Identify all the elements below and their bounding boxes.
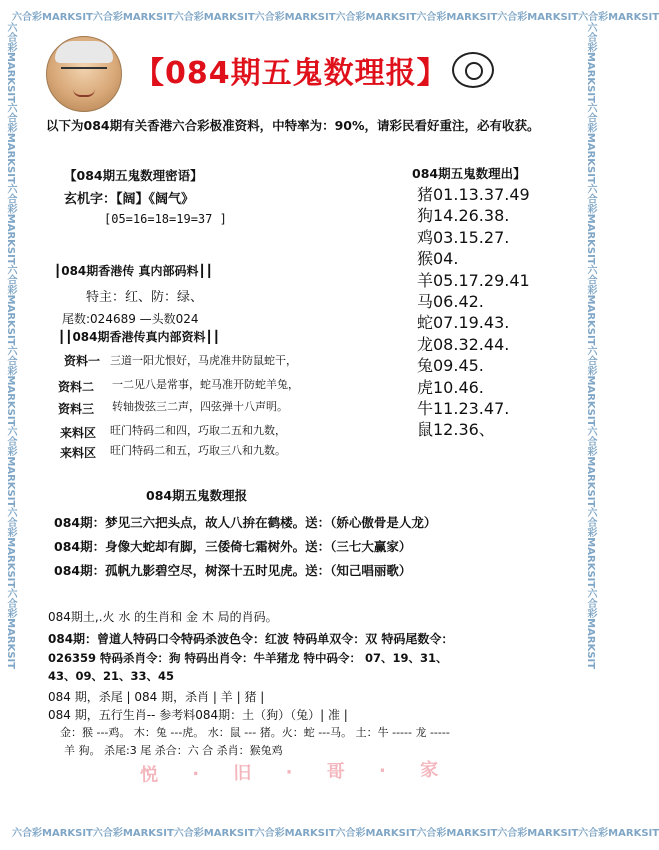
bottom-line-1: 084期土,.火 水 的生肖和 金 木 局的肖码。 <box>48 610 278 624</box>
bottom-line-8: 羊 狗。 杀尾:3 尾 杀合：六 合 杀肖：猴兔鸡 <box>64 744 283 757</box>
zodiac-number-list <box>417 184 577 441</box>
zodiac-item: 鼠12.36、 <box>417 420 495 440</box>
bottom-line-7: 金：猴 ---鸡。 木：兔 ---虎。 水：鼠 --- 猪。火：蛇 ---马。 土：牛 ----- 龙 ----- <box>60 726 450 739</box>
ziliao1-label: 资料一 <box>64 354 101 368</box>
zodiac-item: 狗14.26.38. <box>417 206 510 226</box>
secret-header: 【084期五鬼数理密语】 <box>64 168 203 183</box>
poem-line: 084期：梦见三六把头点，故人八拚在鹤楼。送：（娇心傲骨是人龙） <box>54 515 437 530</box>
right-header: 084期五鬼数理出】 <box>412 166 526 181</box>
zodiac-item: 蛇07.19.43. <box>417 313 510 333</box>
laiyuan2-text: 旺门特码二和五，巧取三八和九数。 <box>110 444 286 457</box>
zodiac-item: 鸡03.15.27. <box>417 227 510 247</box>
hk-header-1: ┃084期香港传 真内部码料┃┃ <box>54 264 213 278</box>
zodiac-item: 猴04. <box>417 249 459 269</box>
weishu-line: 尾数:024689 —头数024 <box>62 312 199 326</box>
ziliao3-text: 转轴拨弦三二声，四弦弹十八声明。 <box>112 400 288 413</box>
ziliao3-label: 资料三 <box>58 402 95 416</box>
border-left-watermark: 六合彩MARKSIT六合彩MARKSIT六合彩MARKSIT六合彩MARKSIT六合彩MARKSIT六合彩MARKSIT六合彩MARKSIT六合彩MARKSIT <box>5 22 16 670</box>
zodiac-item: 猪01.13.37.49 <box>417 185 530 204</box>
xuanji-line: 玄机字：【阔】《阔气》 <box>64 192 195 207</box>
poem-line: 084期：孤帆九影碧空尽，树深十五时见虎。送：（知己唱丽歌） <box>54 563 412 578</box>
border-right-watermark: 六合彩MARKSIT六合彩MARKSIT六合彩MARKSIT六合彩MARKSIT六合彩MARKSIT六合彩MARKSIT六合彩MARKSIT六合彩MARKSIT <box>585 22 596 670</box>
bottom-line-4: 43、09、21、33、45 <box>48 669 175 683</box>
border-bottom-watermark: 六合彩MARKSIT六合彩MARKSIT六合彩MARKSIT六合彩MARKSIT六合彩MARKSIT六合彩MARKSIT六合彩MARKSIT六合彩MARKSIT <box>12 828 659 839</box>
poem-list <box>54 511 436 583</box>
poem-line: 084期：身像大蛇却有脚，三倭倚七霜树外。送：（三七大赢家） <box>54 539 412 554</box>
zodiac-item: 虎10.46. <box>417 377 484 397</box>
laiyuan1-label: 来料区 <box>60 426 97 440</box>
zodiac-item: 牛11.23.47. <box>417 398 510 418</box>
zodiac-item: 龙08.32.44. <box>417 334 510 354</box>
ziliao1-text: 三道一阳尤恨好，马虎准井防鼠蛇干， <box>110 354 297 367</box>
ziliao2-text: 一二见八是常事，蛇马准开防蛇羊兔， <box>112 378 299 391</box>
zodiac-item: 兔09.45. <box>417 356 484 376</box>
bottom-line-3: 026359 特码杀肖令：狗 特码出肖令：牛羊猪龙 特中码令： 07、19、31、 <box>48 651 448 665</box>
laiyuan1-text: 旺门特码二和四，巧取二五和九数， <box>110 424 286 437</box>
portrait-mouth <box>73 89 95 97</box>
bottom-line-5: 084 期，杀尾 | 084 期，杀肖 | 羊 | 猪 | <box>48 690 265 704</box>
ziliao2-label: 资料二 <box>58 380 95 394</box>
zodiac-item: 马06.42. <box>417 291 484 311</box>
stamp-watermark: 悦 · 旧 · 哥 · 家 <box>139 759 453 786</box>
portrait-hair <box>55 41 113 63</box>
bottom-line-2: 084期：曾道人特码口令特码杀波色令：红波 特码单双令：双 特码尾数令： <box>48 632 454 646</box>
laiyuan2-label: 来料区 <box>60 446 97 460</box>
numbers-code: [05=16=18=19=37 ] <box>104 212 227 226</box>
seal-logo-icon <box>452 52 494 88</box>
page-title: 【084期五鬼数理报】 <box>134 56 448 91</box>
border-top-watermark: 六合彩MARKSIT六合彩MARKSIT六合彩MARKSIT六合彩MARKSIT六合彩MARKSIT六合彩MARKSIT六合彩MARKSIT六合彩MARKSIT <box>12 12 659 23</box>
portrait-image <box>46 36 122 112</box>
hk-header-2: ┃┃084期香港传真内部资料┃┃ <box>58 330 220 344</box>
portrait-glasses <box>61 67 107 79</box>
texiao-line: 特主：红、防：绿、 <box>86 290 204 305</box>
bottom-line-6: 084 期，五行生肖-- 参考料084期：土（狗）（兔）| 准 | <box>48 708 348 722</box>
report-title: 084期五鬼数理报 <box>146 488 248 503</box>
intro-text: 以下为084期有关香港六合彩极准资料，中特率为：90%，请彩民看好重注，必有收获。 <box>46 118 540 133</box>
zodiac-item: 羊05.17.29.41 <box>417 270 530 290</box>
